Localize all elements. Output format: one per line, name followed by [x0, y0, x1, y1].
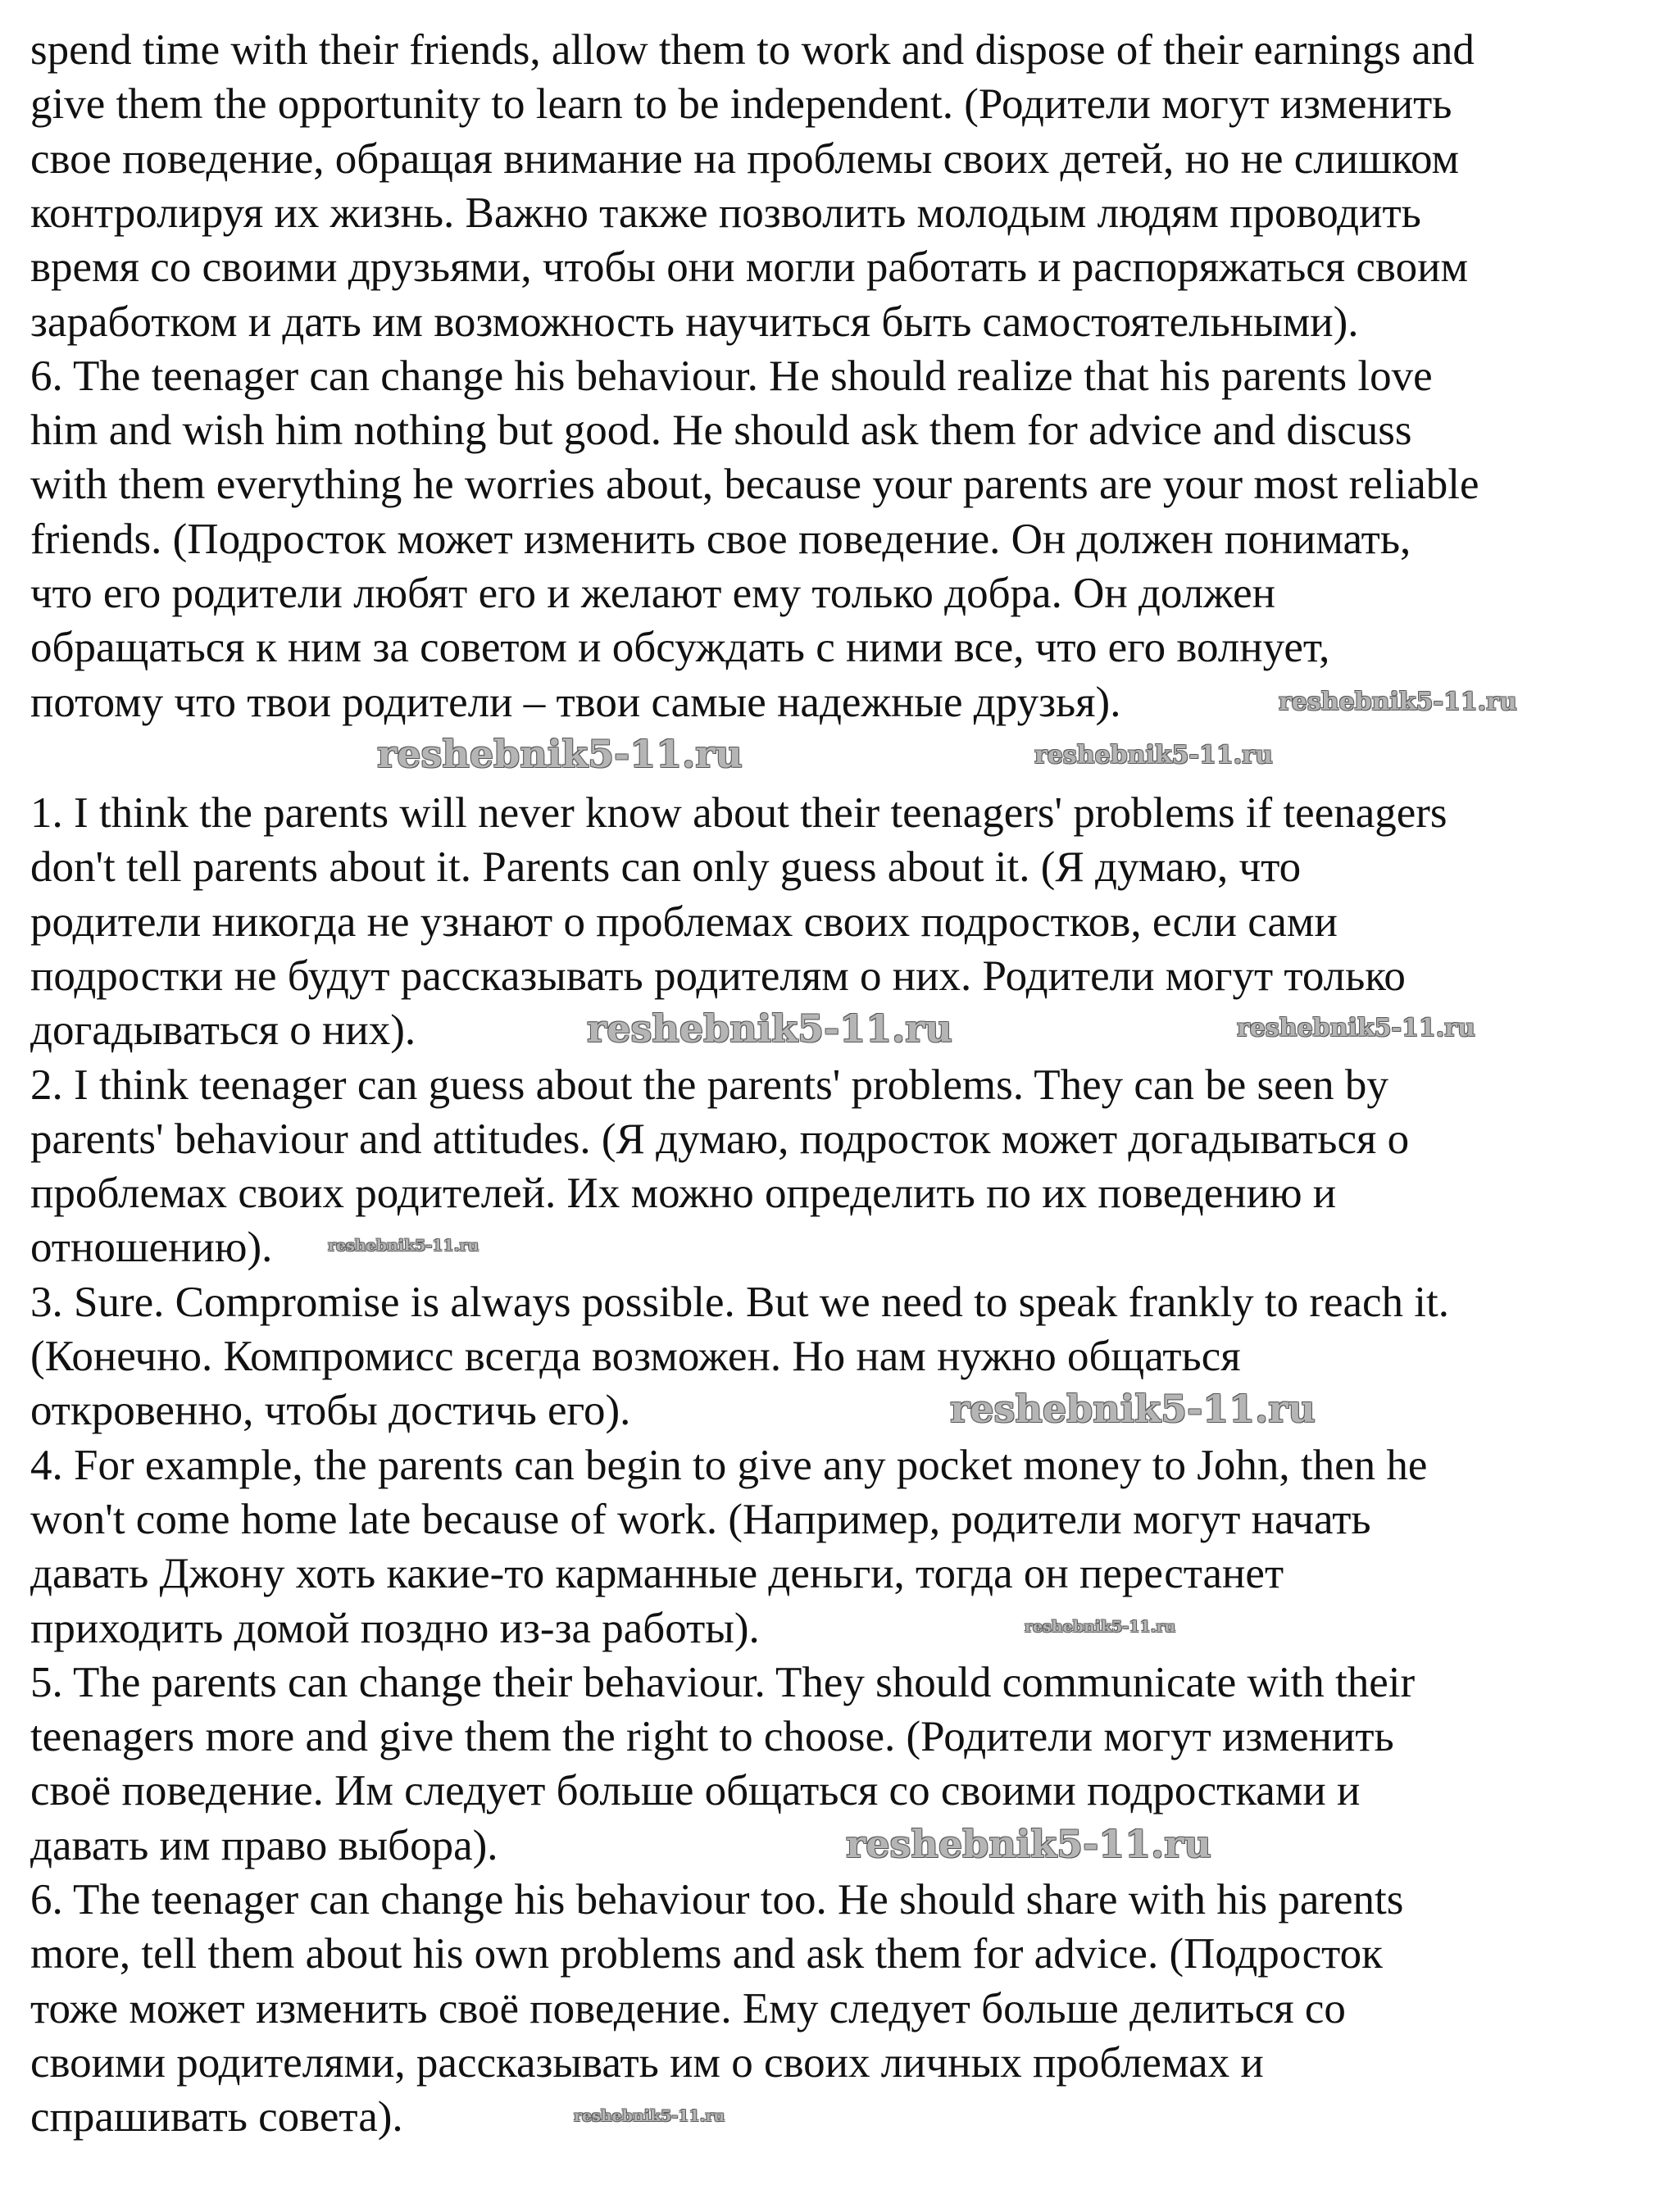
watermark-text: reshebnik5-11.ru [377, 732, 743, 776]
text-line: потому что твои родители – твои самые надежные друзья). [30, 678, 1121, 726]
text-line: give them the opportunity to learn to be independent. (Родители могут изменить [30, 80, 1452, 129]
text-line: что его родители любят его и желают ему только добра. Он должен [30, 570, 1275, 617]
text-line: обращаться к ним за советом и обсуждать с ними все, что его волнует, [30, 624, 1330, 672]
text-line: давать им право выбора). [30, 1821, 498, 1869]
watermark-text: reshebnik5-11.ru [1237, 1014, 1475, 1042]
text-line: отношению). [30, 1224, 273, 1272]
text-line: don't tell parents about it. Parents can only guess about it. (Я думаю, что [30, 843, 1302, 892]
text-line: won't come home late because of work. (Например, родители могут начать [30, 1495, 1371, 1543]
text-line: приходить домой поздно из-за работы). [30, 1604, 760, 1652]
text-line: (Конечно. Компромисс всегда возможен. Но нам нужно общаться [30, 1333, 1241, 1380]
text-line: 6. The teenager can change his behaviour. He should realize that his parents love [30, 352, 1433, 400]
watermark-text: reshebnik5-11.ru [328, 1237, 479, 1255]
text-line: spend time with their friends, allow them to work and dispose of their earnings and [30, 26, 1475, 74]
text-line: 5. The parents can change their behaviour. They should communicate with their [30, 1658, 1416, 1706]
text-line: подростки не будут рассказывать родителям о них. Родители могут только [30, 952, 1406, 1000]
text-line: своими родителями, рассказывать им о своих личных проблемах и [30, 2038, 1264, 2087]
text-line: своё поведение. Им следует больше общаться со своими подростками и [30, 1767, 1361, 1815]
text-line: заработком и дать им возможность научиться быть самостоятельными). [30, 298, 1359, 346]
text-line: 6. The teenager can change his behaviour too. He should share with his parents [30, 1876, 1404, 1924]
text-line: тоже может изменить своё поведение. Ему следует больше делиться со [30, 1984, 1346, 2033]
text-line: давать Джону хоть какие-то карманные деньги, тогда он перестанет [30, 1550, 1284, 1598]
text-line: 3. Sure. Compromise is always possible. But we need to speak frankly to reach it. [30, 1278, 1449, 1326]
watermark-text: reshebnik5-11.ru [950, 1387, 1316, 1431]
text-line: догадываться о них). [30, 1006, 416, 1055]
text-line: him and wish him nothing but good. He should ask them for advice and discuss [30, 407, 1412, 455]
text-line: teenagers more and give them the right to choose. (Родители могут изменить [30, 1713, 1394, 1761]
watermark-text: reshebnik5-11.ru [1279, 688, 1517, 716]
watermark-text: reshebnik5-11.ru [587, 1006, 952, 1051]
text-line: with them everything he worries about, because your parents are your most reliable [30, 461, 1479, 509]
watermark-text: reshebnik5-11.ru [846, 1822, 1211, 1866]
text-line: контролируя их жизнь. Важно также позволить молодым людям проводить [30, 188, 1421, 237]
text-line: свое поведение, обращая внимание на проблемы своих детей, но не слишком [30, 134, 1459, 183]
text-line: проблемах своих родителей. Их можно определить по их поведению и [30, 1170, 1337, 1218]
text-line: время со своими друзьями, чтобы они могли работать и распоряжаться своим [30, 243, 1468, 292]
text-line: 4. For example, the parents can begin to give any pocket money to John, then he [30, 1441, 1428, 1489]
text-line: parents' behaviour and attitudes. (Я думаю, подросток может догадываться о [30, 1115, 1410, 1163]
watermark-text: reshebnik5-11.ru [574, 2107, 725, 2125]
text-line: 1. I think the parents will never know about their teenagers' problems if teenagers [30, 789, 1447, 837]
text-line: more, tell them about his own problems and ask them for advice. (Подросток [30, 1930, 1383, 1978]
watermark-text: reshebnik5-11.ru [1025, 1618, 1176, 1636]
text-line: friends. (Подросток может изменить свое поведение. Он должен понимать, [30, 515, 1411, 563]
text-line: родители никогда не узнают о проблемах своих подростков, если сами [30, 897, 1338, 946]
text-line: откровенно, чтобы достичь его). [30, 1387, 631, 1435]
watermark-text: reshebnik5-11.ru [1034, 741, 1273, 770]
text-line: спрашивать совета). [30, 2093, 403, 2142]
text-line: 2. I think teenager can guess about the parents' problems. They can be seen by [30, 1061, 1388, 1109]
